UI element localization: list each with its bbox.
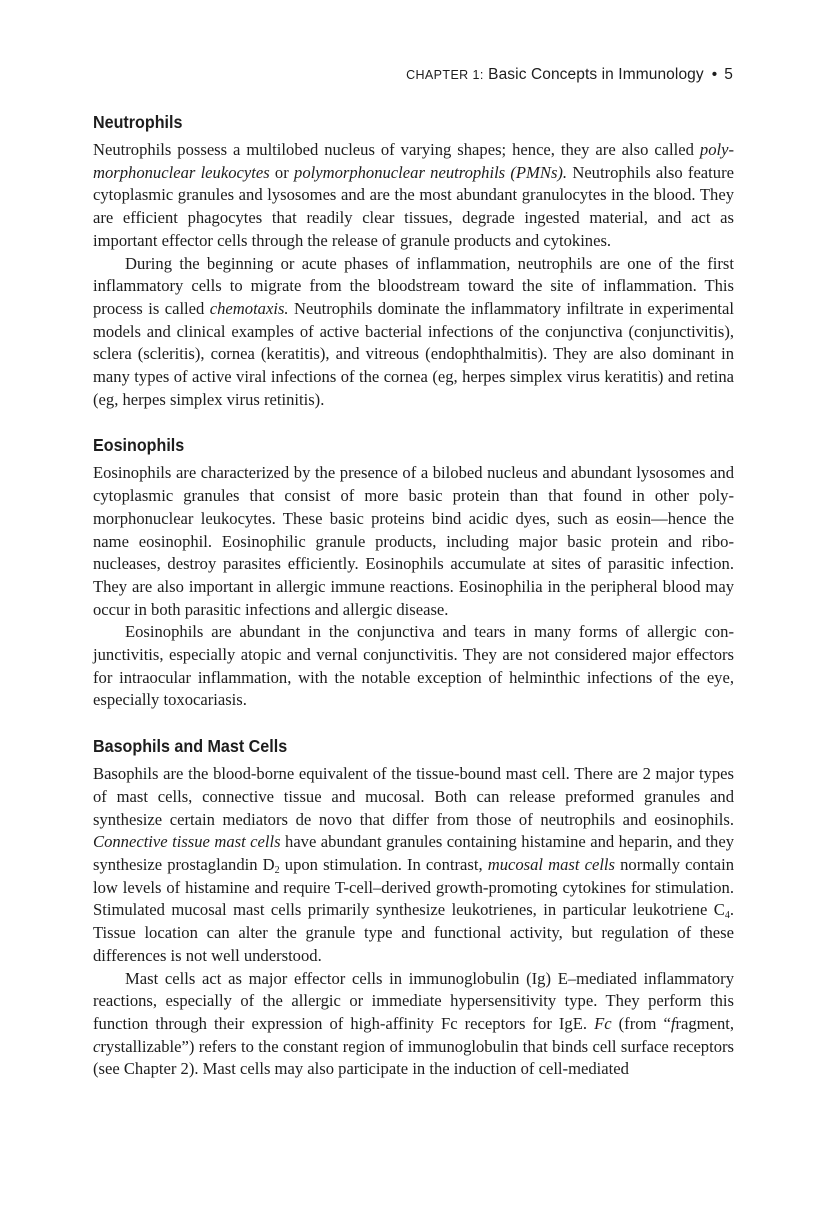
- italic-term: polymorphonuclear leukocytes: [93, 140, 734, 182]
- text-run: rystallizable”) refers to the constant region of immunoglobulin that binds cell surface receptors (see Chapter 2). Mast cells may also participate in the induction of cell-mediated: [93, 1036, 734, 1079]
- text-run: or: [269, 162, 295, 182]
- subscript: 2: [274, 864, 280, 876]
- section-heading-neutrophils: Neutrophils: [93, 112, 183, 132]
- italic-term: mucosal mast cells: [487, 854, 616, 874]
- paragraph: [93, 968, 734, 1082]
- text-run: During the beginning or acute phases of inflammation, neutrophils are one of the first inflammatory cells to migrate from the bloodstream toward the site of inflammation. This process is called: [93, 253, 734, 318]
- italic-term: Fc: [594, 1013, 612, 1033]
- running-head: [406, 66, 733, 84]
- italic-term: Connective tissue mast cells: [93, 832, 281, 852]
- text-run: upon stimulation. In contrast,: [279, 854, 488, 874]
- section-basophils-mast-cells: [93, 735, 734, 1081]
- subscript: 4: [724, 910, 730, 922]
- running-head-bullet: •: [711, 66, 718, 83]
- text-run: normally contain low levels of histamine and require T-cell–derived growth-promoting cytokines for stimulation. Stimulated mucosal mast cells primarily synthesize leukotrienes, in particular leukotriene C: [93, 854, 734, 920]
- paragraph: [93, 763, 734, 967]
- text-run: (from “: [611, 1013, 671, 1033]
- text-run: . Tissue location can alter the granule type and functional activity, but regulation of these differences is not well understood.: [93, 900, 734, 965]
- paragraph: Eosinophils are characterized by the presence of a bilobed nucleus and abundant lysosomes and cytoplasmic granules that consist of more basic protein than that found in other polymorphonuclear leukocytes. These basic proteins bind acidic dyes, such as eosin—hence the name eosinophil. Eosinophilic granule products, including major basic protein and ribonucleases, destroy parasites efficiently. Eosinophils accumulate at sites of parasitic infection. They are also important in allergic immune reactions. Eosinophilia in the peripheral blood may occur in both parasitic infections and allergic disease.: [93, 463, 734, 619]
- text-run: have abundant granules containing histamine and heparin, and they synthesize prostaglandin D: [93, 832, 734, 874]
- paragraph: Eosinophils are abundant in the conjunctiva and tears in many forms of allergic conjunctivitis, especially atopic and vernal conjunctivitis. They are not considered major effectors for intraocular inflammation, with the notable exception of helminthic infections of the eye, especially toxocariasis.: [93, 622, 734, 710]
- text-run: Neutrophils possess a multilobed nucleus of varying shapes; hence, they are also called: [93, 140, 700, 159]
- text-run: Neutrophils also feature cytoplasmic granules and lysosomes and are the most abundant granulocytes in the blood. They are efficient phagocytes that readily clear tissues, degrade ingested material, and act as important effector cells through the release of granule products and cytokines.: [93, 162, 734, 250]
- text-run: Mast cells act as major effector cells in immunoglobulin (Ig) E–mediated inflammatory reactions, especially of the allergic or immediate hypersensitivity type. They perform this function through their expression of high-affinity Fc receptors for IgE.: [93, 968, 734, 1033]
- chapter-label: CHAPTER 1:: [406, 68, 484, 82]
- chapter-title: Basic Concepts in Immunology: [488, 66, 704, 83]
- text-run: Neutrophils dominate the inflammatory infiltrate in experimental models and clinical examples of active bacterial infections of the conjunctiva (conjunctivitis), sclera (scleritis), cornea (keratitis), and vitreous (endophthalmitis). They are also dominant in many types of active viral infections of the cornea (eg, herpes simplex virus keratitis) and retina (eg, herpes simplex virus retinitis).: [93, 298, 734, 409]
- section-heading-eosinophils: Eosinophils: [93, 435, 185, 456]
- italic-term: polymorphonuclear neutrophils (PMNs).: [294, 162, 568, 182]
- italic-term: chemotaxis.: [209, 298, 289, 318]
- page-number: 5: [724, 66, 733, 83]
- section-neutrophils: [93, 111, 734, 411]
- section-eosinophils: [93, 434, 734, 712]
- paragraph: [93, 139, 734, 253]
- section-heading-basophils: Basophils and Mast Cells: [93, 736, 288, 757]
- paragraph: [93, 253, 734, 412]
- text-run: Basophils are the blood-borne equivalent of the tissue-bound mast cell. There are 2 major types of mast cells, connective tissue and mucosal. Both can release preformed granules and synthesize certain mediators de novo that differ from those of neutrophils and eosinophils.: [93, 764, 734, 829]
- text-run: ragment,: [675, 1013, 735, 1033]
- body-content: [93, 111, 734, 1081]
- italic-letter: f: [670, 1013, 676, 1033]
- italic-letter: c: [93, 1036, 101, 1056]
